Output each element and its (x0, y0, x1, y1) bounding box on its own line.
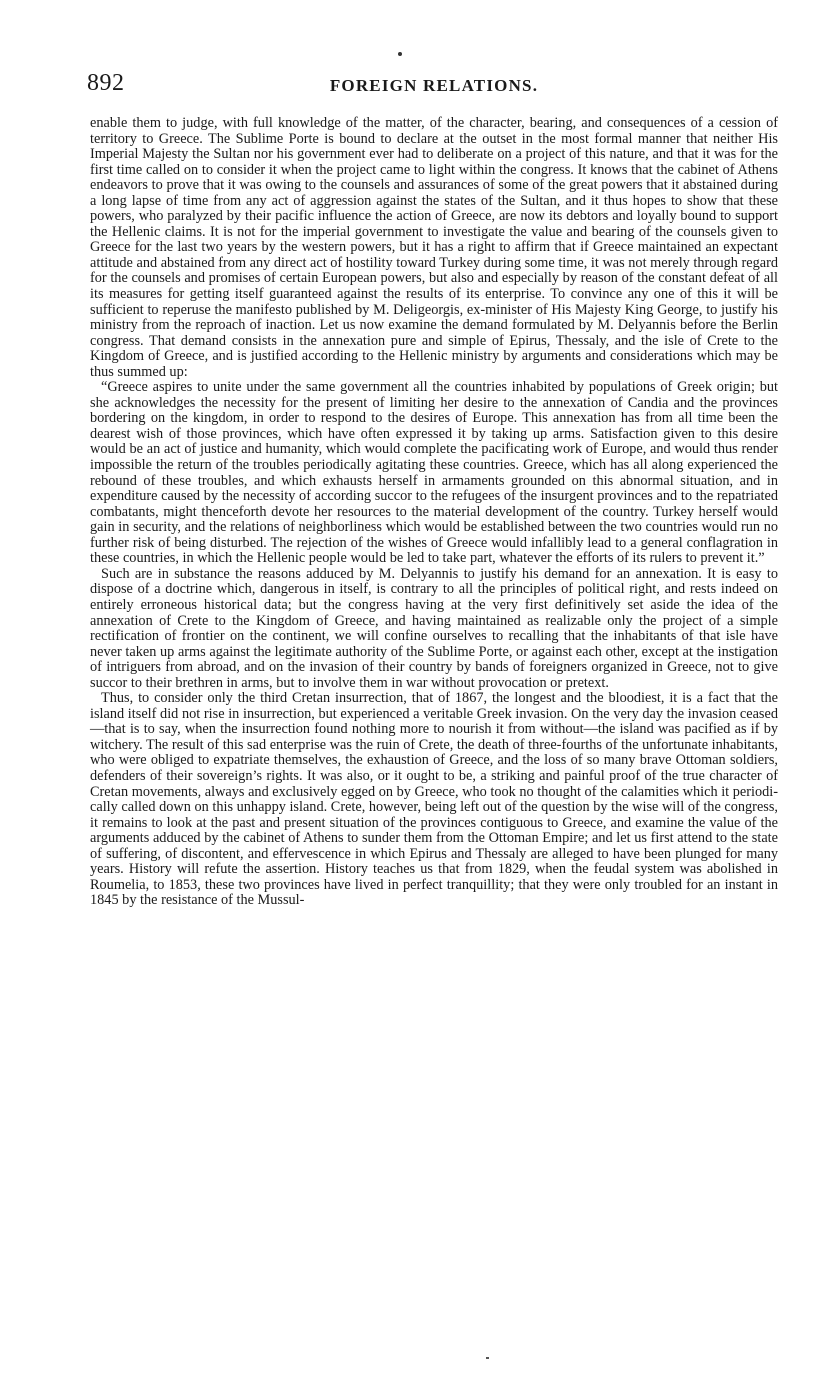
paragraph-reasons: Such are in substance the reasons adduced by M. Delyannis to justify his demand for an annexation. It is easy to dispose of a doctrine which, dangerous in itself, is contrary to all the principles of political right, and rests indeed on entirely erroneous historical data; but the congress having at the very first definitively set aside the idea of the annexation of Crete to the Kingdom of Greece, and having maintained as realizable only the project of a simple rectification of frontier on the continent, we will confine ourselves to recalling that the inhabitants of that isle have never taken up arms against the legitimate authority of the Sublime Porte, or against each other, except at the instigation of intriguers from abroad, and on the invasion of their country by bands of foreigners organized in Greece, not to give succor to their brethren in arms, but to involve them in war without provocation or pretext. (90, 565, 778, 691)
paragraph-cretan-insurrection: Thus, to consider only the third Cretan insurrection, that of 1867, the longest and the bloodiest, it is a fact that the island itself did not rise in insurrection, but experienced a veritable Greek invasion. On the very day the invasion ceased—that is to say, when the insurrection found nothing more to nourish it from without—the island was pacified as if by witchery. The result of this sad enterprise was the ruin of Crete, the death of three-fourths of the unfortunate inhabitants, who were obliged to expatriate themselves, the exhaustion of Greece, and the loss of so many brave Ottoman soldiers, defenders of their sovereign’s rights. It was also, or it ought to be, a striking and painful proof of the true character of Cretan movements, always and exclusively egged on by Greece, who took no thought of the calamities which it periodically called down on this unhappy island. Crete, however, being left out of the question by the wise will of the congress, it remains to look at the past and present situation of the provinces contiguous to Greece, and examine the value of the arguments adduced by the cabinet of Athens to sunder them from the Ottoman Empire; and let us first attend to the state of suffering, of discontent, and effervescence in which Epirus and Thessaly are alleged to have been plunged for many years. History will refute the assertion. History teaches us that from 1829, when the feudal system was abolished in Roumelia, to 1853, these two provinces have lived in perfect tranquillity; that they were only troubled for an instant in 1845 by the resistance of the Mussul- (90, 690, 778, 909)
body-text (90, 116, 778, 909)
document-page (87, 70, 778, 909)
print-speck-bottom (486, 1357, 489, 1359)
page-number: 892 (87, 70, 125, 96)
paragraph-quotation: “Greece aspires to unite under the same government all the countries inhabited by populations of Greek origin; but she acknowledges the necessity for the present of limiting her desire to the annexation of Candia and the provinces bordering on the kingdom, in order to respond to the desires of Europe. This annexation has from all time been the dearest wish of those provinces, which have often expressed it by taking up arms. Satisfaction given to this desire would be an act of justice and humanity, which would complete the pacificating work of Europe, and would thus render impossible the return of the troubles periodically agitating these countries. Greece, which has all along experienced the rebound of these troubles, and which exhausts herself in armaments grounded on this abnormal situation, and in expenditure caused by the necessity of according succor to the refugees of the insurgent provinces and to the repatriated combatants, might thenceforth devote her resources to the material development of the country. Turkey herself would gain in security, and the relations of neighborliness which would be established between the two countries would run no further risk of being disturbed. The rejection of the wishes of Greece would infallibly lead to a general conflagration in these countries, in which the Hellenic people would be led to take part, whatever the efforts of its rulers to prevent it.” (90, 379, 778, 567)
paragraph-continuation: enable them to judge, with full knowledge of the matter, of the character, bearing, and consequences of a cession of territory to Greece. The Sublime Porte is bound to declare at the outset in the most formal manner that neither His Imperial Majesty the Sultan nor his government ever had to deliberate on a project of this nature, and that it was for the first time called on to consider it when the project came to light within the congress. It knows that the cabinet of Athens endeavors to prove that it was owing to the counsels and assurances of some of the great powers that it abstained during a long lapse of time from any act of aggression against the states of the Sultan, and it thus hopes to show that these powers, who paralyzed by their pacific influence the action of Greece, are now its debtors and loyally bound to support the Hellenic claims. It is not for the imperial government to investigate the value and bearing of the counsels given to Greece for the last two years by the western powers, but it has a right to affirm that if Greece maintained an expectant attitude and abstained from any direct act of hostility toward Turkey during some time, it was not merely through regard for the counsels and promises of certain European powers, but also and especially by reason of the constant defeat of all its measures for getting itself guaranteed against the results of its enterprise. To convince any one of this it will be sufficient to reperuse the manifesto published by M. Deligeorgis, ex-minister of His Majesty King George, to justify his ministry from the reproach of inaction. Let us now examine the demand formulated by M. Delyannis before the Berlin congress. That demand consists in the annexation pure and simple of Epirus, Thessaly, and the isle of Crete to the Kingdom of Greece, and is justified according to the Hellenic ministry by arguments and considerations which may be thus summed up: (90, 115, 778, 380)
running-title: FOREIGN RELATIONS. (329, 76, 539, 95)
print-speck-top (398, 52, 402, 56)
page-header (87, 70, 778, 100)
